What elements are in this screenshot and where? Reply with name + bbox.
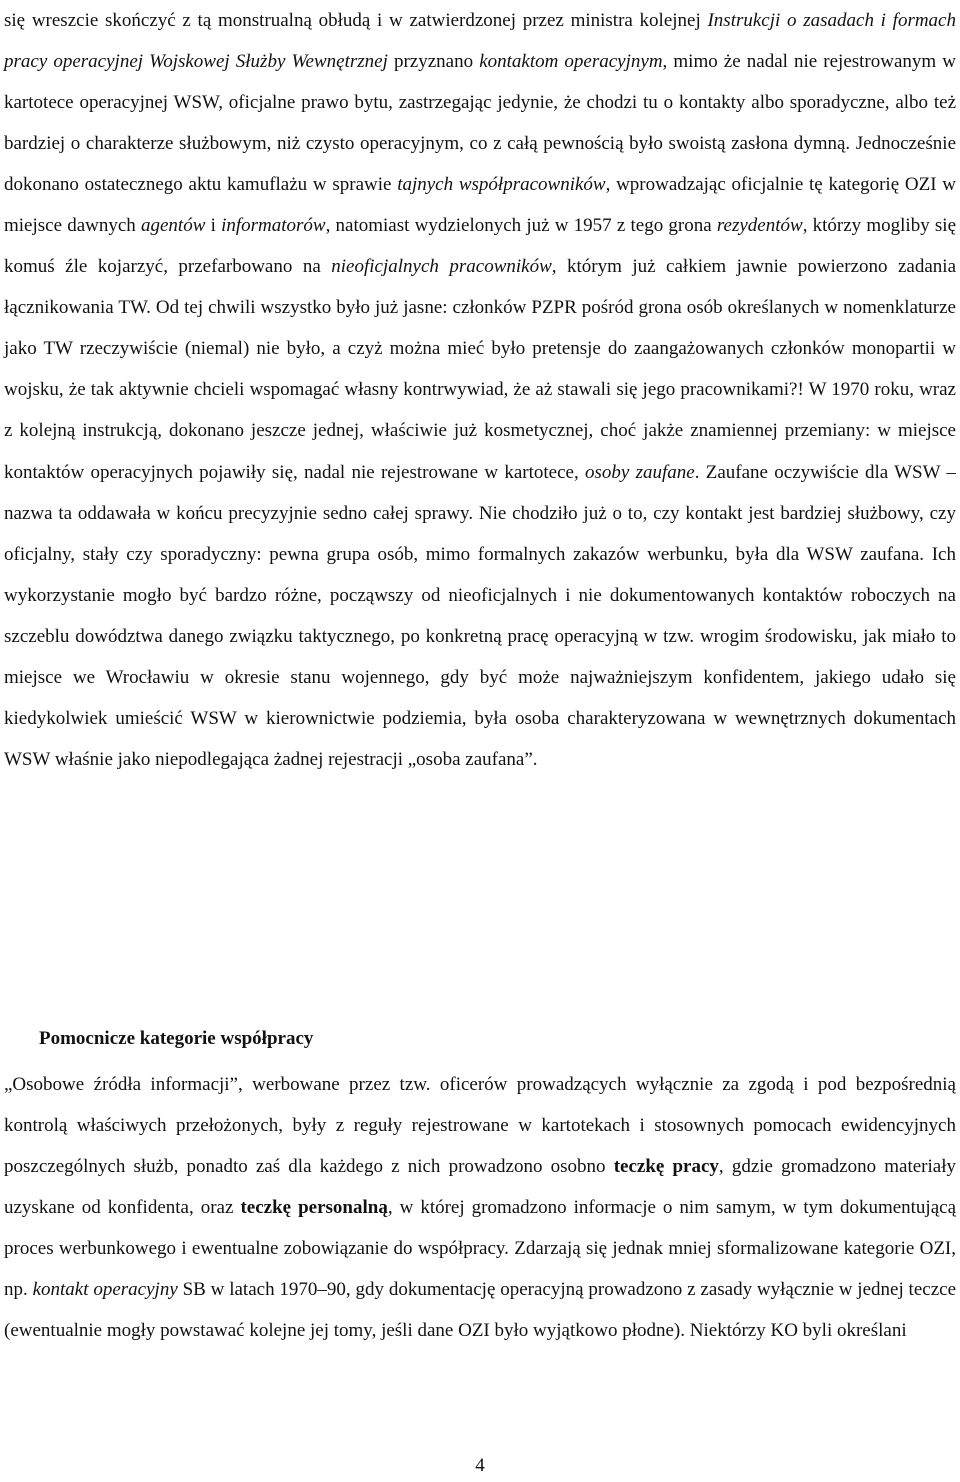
text-run: . Zaufane oczywiście dla WSW – nazwa ta oddawała w końcu precyzyjnie sedno całej sprawy. Nie chodziło już o to, czy kontakt jest bardziej służbowy, czy oficjalny, stały czy sporadyczny: pewna grupa osób, mimo formalnych zakazów werbunku, była dla WSW zaufana. Ich wykorzystanie mogło być bardzo różne, począwszy od nieoficjalnych i nie dokumentowanych kontaktów roboczych na szczeblu dowództwa danego związku taktycznego, po konkretną pracę operacyjną w tzw. wrogim środowisku, jak miało to miejsce we Wrocławiu w okresie stanu wojennego, gdy być może najważniejszym konfidentem, jakiego udało się kiedykolwiek umieścić WSW w kierownictwie podziemia, była osoba charakteryzowana w wewnętrznych dokumentach WSW właśnie jako niepodlegająca żadnej rejestracji „osoba zaufana”. — [4, 461, 956, 770]
italic-text: osoby zaufane — [584, 461, 695, 483]
text-run: , natomiast wydzielonych już w 1957 z tego grona — [325, 215, 717, 237]
text-run: i — [205, 215, 222, 237]
italic-text: informatorów — [221, 215, 326, 237]
page-number: 4 — [475, 1455, 485, 1476]
text-run: , mimo że nadal nie rejestrowanym w kartotece operacyjnej WSW, oficjalne prawo bytu, zastrzegając jedynie, że chodzi tu o kontakty albo sporadyczne, albo też bardziej o charakterze służbowym, niż czysto operacyjnym, co z całą pewnością było swoistą zasłona dymną. Jednocześnie dokonano ostatecznego aktu kamuflażu w sprawie — [4, 51, 956, 196]
body-paragraph — [4, 1064, 956, 1351]
body-paragraph — [4, 0, 956, 780]
bold-text: teczkę pracy — [613, 1156, 719, 1178]
text-run: się wreszcie skończyć z tą monstrualną obłudą i w zatwierdzonej przez ministra kolejnej — [4, 10, 708, 31]
text-run: SB w latach 1970–90, gdy dokumentację operacyjną prowadzono z zasady wyłącznie w jednej teczce (ewentualnie mogły powstawać kolejne jej tomy, jeśli dane OZI było wyjątkowo płodne). Niektórzy KO byli określani — [4, 1279, 957, 1342]
text-run: „Osobowe źródła informacji”, werbowane przez tzw. oficerów prowadzących wyłącznie za zgodą i pod bezpośrednią kontrolą właściwych przełożonych, były z reguły rejestrowane w kartotekach i stosownych pomocach ewidencyjnych poszczególnych służb, ponadto zaś dla każdego z nich prowadzono osobno — [4, 1074, 956, 1178]
italic-text: kontakt operacyjny — [32, 1279, 178, 1301]
italic-text: nieoficjalnych pracowników — [331, 256, 552, 278]
italic-text: agentów — [141, 215, 206, 237]
text-run: przyznano — [387, 51, 480, 73]
text-run: , w której gromadzono informacje o nim samym, w tym dokumentującą proces werbunkowego i ewentualne zobowiązanie do współpracy. Zdarzają się jednak mniej sformalizowane kategorie OZI, np. — [4, 1197, 957, 1301]
italic-text: rezydentów — [716, 215, 803, 237]
italic-text: tajnych współpracowników — [397, 174, 606, 196]
bold-text: teczkę personalną — [240, 1197, 388, 1219]
text-run: , którzy mogliby się komuś źle kojarzyć, przefarbowano na — [4, 215, 957, 278]
italic-text: Instrukcji o zasadach i formach pracy operacyjnej Wojskowej Służby Wewnętrznej — [4, 10, 956, 73]
text-run: , wprowadzając oficjalnie tę kategorię OZI w miejsce dawnych — [4, 174, 956, 237]
section-heading: Pomocnicze kategorie współpracy — [39, 1028, 314, 1049]
text-run: , gdzie gromadzono materiały uzyskane od konfidenta, oraz — [4, 1156, 956, 1219]
text-run: , którym już całkiem jawnie powierzono zadania łącznikowania TW. Od tej chwili wszystko było już jasne: członków PZPR pośród grona osób określanych w nomenklaturze jako TW rzeczywiście (niemal) nie było, a czyż można mieć było pretensje do zaangażowanych członków monopartii w wojsku, że tak aktywnie chcieli wspomagać własny kontrwywiad, że aż stawali się jego pracownikami?! W 1970 roku, wraz z kolejną instrukcją, dokonano jeszcze jednej, właściwie już kosmetycznej, choć jakże znamiennej przemiany: w miejsce kontaktów operacyjnych pojawiły się, nadal nie rejestrowane w kartotece, — [4, 256, 956, 483]
italic-text: kontaktom operacyjnym — [479, 51, 663, 73]
